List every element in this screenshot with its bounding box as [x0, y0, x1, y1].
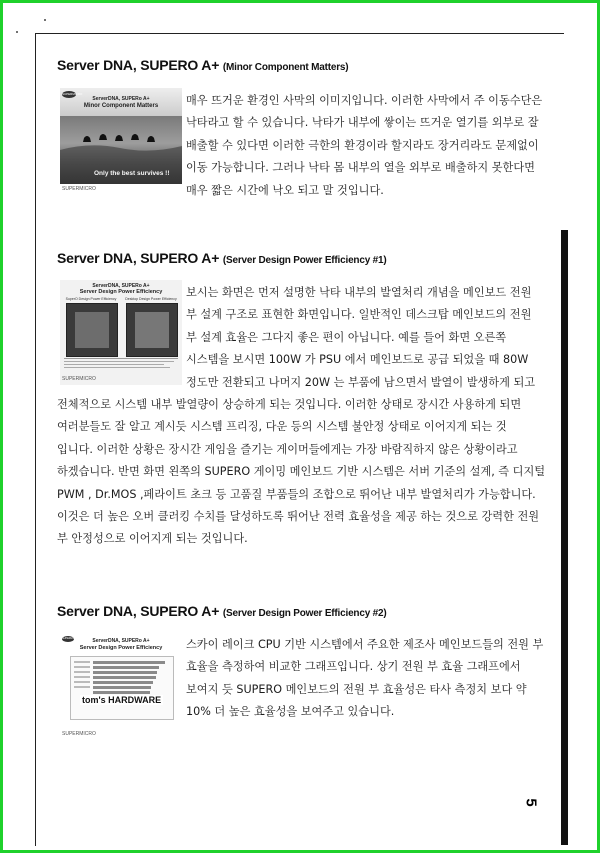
paragraph-line: 여러분들도 잘 알고 계시듯 시스템 프리징, 다운 등의 시스템 불안정 상태로 이어지게 되는 것 — [57, 420, 507, 434]
graph-bars — [71, 657, 173, 719]
slide-title: ServerDNA, SUPERo A+ — [92, 283, 150, 289]
paragraph-line: 스카이 레이크 CPU 기반 시스템에서 주요한 제조사 메인보드들의 전원 부 — [186, 638, 544, 651]
paragraph-line: 시스템을 보시면 100W 가 PSU 에서 메인보드로 공급 되었을 때 80W — [186, 353, 529, 367]
power-efficiency-slide-thumbnail — [60, 280, 182, 385]
paragraph-line: 매우 뜨거운 환경인 사막의 이미지입니다. 이러한 사막에서 주 이동수단은 — [186, 94, 543, 107]
efficiency-graph-slide-thumbnail — [60, 634, 182, 741]
paragraph-line: 보여지 듯 SUPERO 메인보드의 전원 부 효율성은 타사 측정치 보다 약 — [186, 682, 527, 696]
slide-title: ServerDNA, SUPERo A+ — [92, 96, 150, 102]
slide-footer-brand: SUPERMICRO — [62, 731, 96, 737]
right-panel-label: Desktop Design Power Efficiency — [125, 297, 177, 301]
paragraph-line: 하겠습니다. 반면 화면 왼쪽의 SUPERO 게이밍 메인보드 기반 시스템은 서버 기준의 설계, 즉 디지털 — [57, 465, 546, 479]
desert-camel-slide-thumbnail — [60, 88, 182, 196]
section-1-body — [186, 90, 542, 202]
desktop-case-image — [126, 303, 178, 357]
paragraph-line: 이동 가능합니다. 그러나 낙타 몸 내부의 열을 외부로 배출하지 못한다면 — [186, 161, 535, 175]
paragraph-line: PWM , Dr.MOS ,페라이트 초크 등 고품질 부품들의 조합으로 뛰어난 내부 발열처리가 가능합니다. — [57, 487, 536, 501]
slide-subtitle: Minor Component Matters — [83, 103, 159, 109]
slide-footer-brand: SUPERMICRO — [62, 186, 96, 192]
left-panel-label: SuperO Design Power Efficiency — [65, 297, 117, 301]
section-2-body-full — [57, 394, 545, 551]
paragraph-line: 이것은 더 높은 오버 클러킹 수치를 달성하도록 뛰어난 전력 효율성을 제공 하는 것으로 강력한 전원 — [57, 510, 540, 524]
scan-edge-shadow — [561, 230, 568, 845]
paragraph-line: 낙타라고 할 수 있습니다. 낙타가 내부에 쌓이는 뜨거운 열기를 외부로 잘 — [186, 116, 539, 130]
supermicro-logo: SUPERMICRO — [62, 92, 83, 96]
paragraph-line: 전체적으로 시스템 내부 발열량이 상승하게 되는 것입니다. 이러한 상태로 장시간 사용하게 되면 — [57, 398, 522, 411]
section-heading-power-efficiency-1: Server DNA, SUPERO A+ (Server Design Power Efficiency #1) — [57, 250, 387, 266]
paragraph-line: 부 안정성으로 이어지게 되는 것입니다. — [57, 532, 248, 546]
paragraph-line: 매우 짧은 시간에 낙오 되고 말 것입니다. — [186, 183, 384, 197]
scan-speck — [44, 19, 46, 21]
scan-speck — [16, 31, 18, 33]
superO-case-image — [66, 303, 118, 357]
slide-subtitle: Server Design Power Efficiency — [79, 289, 163, 295]
paragraph-line: 부 설계 구조로 표현한 화면입니다. 일반적인 데스크탑 메인보드의 전원 — [186, 308, 532, 322]
paragraph-line: 입니다. 이러한 상황은 장시간 게임을 즐기는 게이머들에게는 가장 바람직하지 않은 상황이라고 — [57, 442, 518, 456]
paragraph-line: 보시는 화면은 먼저 설명한 낙타 내부의 발열처리 개념을 메인보드 전원 — [186, 286, 532, 299]
paragraph-line: 배출할 수 있다면 이러한 극한의 환경이라 할지라도 장거리라도 문제없이 — [186, 138, 539, 152]
section-3-body — [186, 634, 543, 724]
slide-footer-brand: SUPERMICRO — [62, 376, 96, 382]
paragraph-line: 효율을 측정하여 비교한 그래프입니다. 상기 전원 부 효율 그래프에서 — [186, 660, 521, 674]
paragraph-line: 정도만 전환되고 나머지 20W 는 부품에 남으면서 발열이 발생하게 되고 — [186, 375, 536, 389]
toms-hardware-logo: tom's HARDWARE — [82, 695, 162, 705]
slide-subtitle: Server Design Power Efficiency — [79, 645, 163, 651]
efficiency-bar-graph — [70, 656, 174, 720]
paragraph-line: 10% 더 높은 효율성을 보여주고 있습니다. — [186, 705, 395, 719]
paragraph-line: 부 설계 효율은 그다지 좋은 편이 아닙니다. 예를 들어 화면 오른쪽 — [186, 330, 507, 344]
section-heading-power-efficiency-2: Server DNA, SUPERO A+ (Server Design Power Efficiency #2) — [57, 603, 387, 619]
slide-caption: Only the best survives !! — [94, 170, 170, 177]
slide-title: ServerDNA, SUPERo A+ — [92, 638, 150, 644]
page-number: 5 — [522, 798, 540, 807]
supermicro-logo: SUPERMICRO — [62, 637, 79, 640]
section-heading-minor-component: Server DNA, SUPERO A+ (Minor Component Matters) — [57, 57, 349, 73]
section-2-body-wrapped — [186, 282, 535, 394]
